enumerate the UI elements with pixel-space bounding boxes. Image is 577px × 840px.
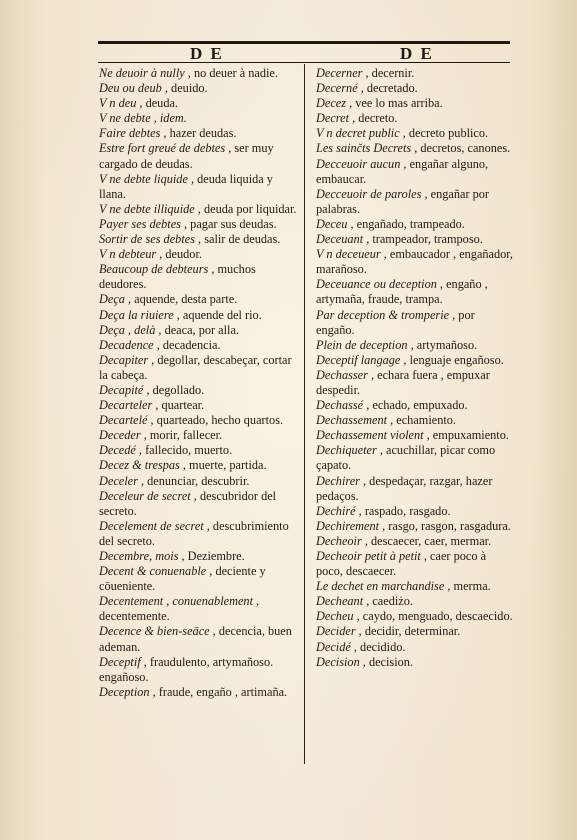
- dictionary-entry: [99, 292, 299, 307]
- entry-translation: Deziembre.: [184, 549, 245, 563]
- entry-headword: Deça ,: [99, 292, 132, 307]
- entry-translation: decretado.: [363, 81, 418, 96]
- dictionary-entry: [99, 172, 299, 202]
- entry-translation: deuda por liquidar.: [200, 201, 297, 216]
- entry-headword: Decembre, mois ,: [99, 549, 185, 563]
- dictionary-entry: [316, 624, 514, 639]
- entry-translation: descubrimiento del secreto.: [99, 518, 289, 548]
- dictionary-entry: [99, 66, 299, 81]
- entry-headword: Deceder ,: [99, 428, 147, 443]
- running-header-left: D E: [190, 44, 224, 63]
- dictionary-entry: [316, 474, 514, 504]
- entry-headword: Decapité ,: [99, 382, 150, 397]
- entry-translation: engañar alguno, embaucar.: [316, 156, 489, 186]
- entry-headword: Decceuoir de paroles ,: [316, 186, 428, 201]
- entry-translation: no deuer à nadie.: [190, 66, 278, 80]
- entry-headword: Decelement de secret ,: [99, 518, 210, 533]
- dictionary-entry: [316, 413, 514, 428]
- entry-headword: Decez ,: [316, 96, 353, 111]
- entry-headword: Dechassement violent ,: [316, 428, 430, 443]
- dictionary-entry: [316, 277, 514, 307]
- dictionary-entry: [99, 217, 299, 232]
- right-column: [316, 66, 514, 670]
- entry-translation: decreto publico.: [405, 126, 489, 141]
- entry-headword: Decarteler ,: [99, 398, 159, 413]
- entry-headword: Dechirement ,: [316, 518, 386, 533]
- entry-headword: Decapiter ,: [99, 352, 155, 367]
- entry-translation: embaucador , engañador, marañoso.: [316, 247, 513, 277]
- dictionary-entry: [99, 338, 299, 353]
- entry-headword: Deceuance ou deception ,: [316, 277, 444, 292]
- entry-headword: Decence & bien-seāce ,: [99, 624, 216, 639]
- entry-headword: Plein de deception ,: [316, 337, 414, 352]
- entry-translation: raspado, rasgado.: [361, 503, 451, 518]
- entry-translation: pagar sus deudas.: [187, 216, 277, 231]
- entry-translation: decentemente.: [99, 609, 170, 624]
- entry-headword: Ne deuoir à nully ,: [99, 66, 191, 80]
- dictionary-entry: [99, 474, 299, 489]
- dictionary-entry: [99, 202, 299, 217]
- entry-headword: Decheoir petit à petit ,: [316, 549, 427, 563]
- entry-headword: V ne debte liquide ,: [99, 171, 195, 186]
- dictionary-entry: [316, 353, 514, 368]
- dictionary-entry: [316, 96, 514, 111]
- entry-headword: Decartelé ,: [99, 413, 154, 428]
- entry-translation: caediżo.: [369, 594, 413, 609]
- entry-headword: V ne debte illiquide ,: [99, 201, 201, 216]
- entry-translation: salir de deudas.: [201, 232, 281, 247]
- entry-headword: Dechiqueter ,: [316, 443, 383, 458]
- dictionary-entry: [99, 383, 299, 398]
- entry-translation: decernir.: [368, 66, 415, 80]
- entry-translation: descaecer, caer, mermar.: [367, 533, 492, 548]
- entry-translation: hazer deudas.: [166, 126, 237, 141]
- dictionary-entry: [316, 640, 514, 655]
- entry-translation: quarteado, hecho quartos.: [153, 413, 284, 428]
- dictionary-entry: [316, 157, 514, 187]
- dictionary-entry: [316, 247, 514, 277]
- entry-translation: ser muy cargado de deudas.: [99, 141, 274, 171]
- entry-translation: decretos, canones.: [417, 141, 511, 156]
- running-header-right: D E: [400, 44, 434, 63]
- entry-translation: quartear.: [158, 398, 205, 413]
- dictionary-entry: [99, 141, 299, 171]
- dictionary-entry: [99, 398, 299, 413]
- entry-headword: Deception ,: [99, 684, 156, 699]
- entry-translation: despedaçar, razgar, hazer pedaços.: [316, 473, 493, 503]
- dictionary-entry: [316, 187, 514, 217]
- dictionary-entry: [316, 579, 514, 594]
- entry-translation: deciente y cōueniente.: [99, 564, 266, 594]
- entry-translation: deudor.: [162, 247, 202, 262]
- entry-headword: Dechassé ,: [316, 398, 370, 413]
- entry-translation: descubridor del secreto.: [99, 488, 277, 518]
- entry-translation: engañado, trampeado.: [353, 216, 465, 231]
- dictionary-entry: [316, 594, 514, 609]
- entry-headword: Decez & trespas ,: [99, 458, 186, 473]
- top-rule: [98, 41, 510, 44]
- entry-headword: Decerner ,: [316, 66, 369, 80]
- entry-translation: empuxamiento.: [429, 428, 509, 443]
- dictionary-entry: [316, 217, 514, 232]
- entry-translation: vee lo mas arriba.: [352, 96, 443, 111]
- entry-headword: Deu ou deub ,: [99, 81, 168, 96]
- entry-headword: Decision ,: [316, 654, 366, 669]
- column-divider: [304, 64, 305, 764]
- entry-headword: Deceptif langage ,: [316, 352, 407, 367]
- entry-translation: muchos deudores.: [99, 262, 256, 292]
- entry-headword: Deceu ,: [316, 216, 354, 231]
- entry-translation: engañar por palabras.: [316, 186, 490, 216]
- entry-headword: Dechassement ,: [316, 413, 394, 428]
- entry-translation: decidido.: [356, 639, 406, 654]
- entry-translation: fraude, engaño , artimaña.: [155, 684, 288, 699]
- entry-translation: echamiento.: [393, 413, 457, 428]
- entry-translation: por engaño.: [316, 307, 475, 337]
- dictionary-entry: [316, 443, 514, 473]
- entry-translation: merma.: [450, 579, 491, 594]
- dictionary-entry: [99, 247, 299, 262]
- entry-headword: Decheant ,: [316, 594, 370, 609]
- dictionary-entry: [99, 323, 299, 338]
- dictionary-entry: [99, 549, 299, 564]
- dictionary-entry: [316, 308, 514, 338]
- entry-headword: Decerné ,: [316, 81, 364, 96]
- dictionary-entry: [99, 96, 299, 111]
- entry-headword: Par deception & tromperie ,: [316, 307, 456, 322]
- entry-translation: degollado.: [149, 382, 205, 397]
- dictionary-entry: [316, 126, 514, 141]
- entry-headword: Dechirer ,: [316, 473, 367, 488]
- entry-translation: decadencia.: [159, 337, 221, 352]
- dictionary-entry: [316, 81, 514, 96]
- entry-headword: Sortir de ses debtes ,: [99, 232, 202, 247]
- entry-translation: aquende, desta parte.: [131, 292, 238, 307]
- dictionary-entry: [99, 413, 299, 428]
- entry-headword: Decheu ,: [316, 609, 360, 624]
- header-rule: [98, 62, 510, 63]
- entry-translation: decencia, buen ademan.: [99, 624, 292, 654]
- entry-translation: rasgo, rasgon, rasgadura.: [385, 518, 511, 533]
- dictionary-entry: [316, 368, 514, 398]
- dictionary-entry: [316, 519, 514, 534]
- entry-translation: denunciar, descubrir.: [144, 473, 250, 488]
- entry-translation: muerte, partida.: [185, 458, 267, 473]
- entry-translation: fraudulento, artymañoso. engañoso.: [99, 654, 274, 684]
- dictionary-entry: [99, 308, 299, 323]
- entry-translation: acuchillar, picar como çapato.: [316, 443, 496, 473]
- entry-headword: Deça , delà ,: [99, 322, 162, 337]
- entry-translation: decision.: [365, 654, 414, 669]
- entry-translation: lenguaje engañoso.: [406, 352, 504, 367]
- entry-headword: Beaucoup de debteurs ,: [99, 262, 215, 277]
- entry-translation: morir, fallecer.: [146, 428, 223, 443]
- entry-translation: deaca, por alla.: [161, 322, 239, 337]
- dictionary-entry: [99, 655, 299, 685]
- dictionary-entry: [99, 489, 299, 519]
- dictionary-entry: [99, 111, 299, 126]
- entry-translation: deuda.: [142, 96, 179, 111]
- entry-translation: caer poco à poco, descaecer.: [316, 549, 487, 579]
- entry-headword: Decidé ,: [316, 639, 357, 654]
- dictionary-entry: [99, 519, 299, 549]
- dictionary-entry: [316, 609, 514, 624]
- dictionary-entry: [99, 262, 299, 292]
- dictionary-entry: [99, 353, 299, 383]
- dictionary-entry: [316, 504, 514, 519]
- entry-headword: Faire debtes ,: [99, 126, 167, 141]
- entry-translation: fallecido, muerto.: [142, 443, 233, 458]
- entry-translation: aquende del rio.: [179, 307, 262, 322]
- dictionary-entry: [99, 126, 299, 141]
- dictionary-entry: [316, 111, 514, 126]
- dictionary-entry: [99, 232, 299, 247]
- entry-headword: V n deu ,: [99, 96, 143, 111]
- entry-translation: decreto.: [355, 111, 398, 126]
- entry-headword: Les sainčts Decrets ,: [316, 141, 418, 156]
- entry-headword: V n deceueur ,: [316, 247, 387, 262]
- entry-translation: engaño , artymaña, fraude, trampa.: [316, 277, 488, 307]
- entry-headword: V n decret public ,: [316, 126, 406, 141]
- entry-headword: Decceuoir aucun ,: [316, 156, 407, 171]
- dictionary-entry: [99, 81, 299, 96]
- entry-headword: Deceptif ,: [99, 654, 147, 669]
- dictionary-entry: [99, 594, 299, 624]
- dictionary-entry: [316, 398, 514, 413]
- entry-translation: deuda liquida y llana.: [99, 171, 273, 201]
- entry-headword: Deceler ,: [99, 473, 145, 488]
- entry-headword: Estre fort greué de debtes ,: [99, 141, 232, 156]
- dictionary-entry: [99, 624, 299, 654]
- dictionary-entry: [99, 564, 299, 594]
- dictionary-entry: [99, 443, 299, 458]
- dictionary-entry: [316, 338, 514, 353]
- dictionary-entry: [316, 549, 514, 579]
- entry-translation: caydo, menguado, descaecido.: [359, 609, 513, 624]
- entry-headword: V ne debte , idem.: [99, 111, 187, 126]
- entry-headword: Decent & conuenable ,: [99, 564, 213, 579]
- entry-headword: V n debteur ,: [99, 247, 163, 262]
- entry-headword: Payer ses debtes ,: [99, 216, 188, 231]
- entry-headword: Decret ,: [316, 111, 356, 126]
- entry-translation: decidir, determinar.: [361, 624, 461, 639]
- entry-headword: Deça la riuiere ,: [99, 307, 180, 322]
- entry-translation: echara fuera , empuxar despedir.: [316, 367, 490, 397]
- entry-translation: deuido.: [167, 81, 208, 96]
- entry-headword: Dechiré ,: [316, 503, 362, 518]
- entry-translation: artymañoso.: [413, 337, 478, 352]
- entry-headword: Decheoir ,: [316, 533, 368, 548]
- dictionary-entry: [316, 232, 514, 247]
- dictionary-entry: [316, 141, 514, 156]
- entry-headword: Dechasser ,: [316, 367, 375, 382]
- dictionary-entry: [316, 655, 514, 670]
- entry-headword: Decedé ,: [99, 443, 143, 458]
- dictionary-entry: [316, 428, 514, 443]
- dictionary-entry: [316, 534, 514, 549]
- left-column: [99, 66, 299, 700]
- dictionary-entry: [316, 66, 514, 81]
- entry-headword: Decentement , conuenablement ,: [99, 594, 260, 609]
- entry-translation: degollar, descabeçar, cortar la cabeça.: [99, 352, 292, 382]
- entry-headword: Decider ,: [316, 624, 362, 639]
- entry-headword: Decadence ,: [99, 337, 160, 352]
- dictionary-entry: [99, 428, 299, 443]
- entry-translation: echado, empuxado.: [369, 398, 468, 413]
- entry-headword: Deceleur de secret ,: [99, 488, 197, 503]
- entry-translation: trampeador, tramposo.: [369, 232, 483, 247]
- entry-headword: Le dechet en marchandise ,: [316, 579, 451, 594]
- dictionary-entry: [99, 685, 299, 700]
- dictionary-entry: [99, 458, 299, 473]
- entry-headword: Deceuant ,: [316, 232, 370, 247]
